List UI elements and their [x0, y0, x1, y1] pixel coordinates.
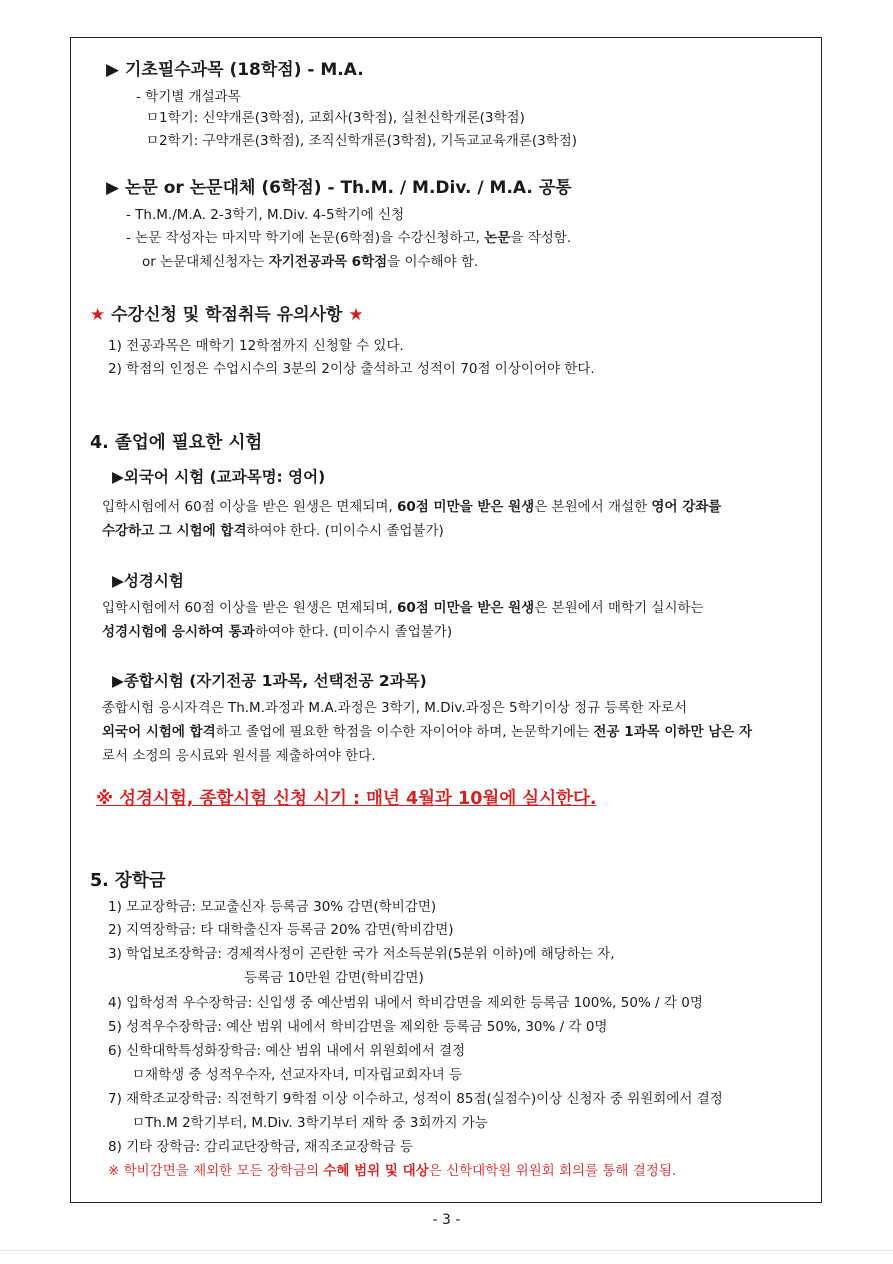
basic-required-sem1: ㅁ1학기: 신약개론(3학점), 교회사(3학점), 실천신학개론(3학점): [146, 110, 525, 126]
comprehensive-exam-l1: 종합시험 응시자격은 Th.M.과정과 M.A.과정은 3학기, M.Div.과정은 5학기이상 정규 등록한 자로서: [102, 700, 687, 716]
thesis-line2: - 논문 작성자는 마지막 학기에 논문(6학점)을 수강신청하고, 논문을 작성함.: [126, 230, 572, 246]
bible-exam-l1: 입학시험에서 60점 이상을 받은 원생은 면제되며, 60점 미만을 받은 원생은 본원에서 매학기 실시하는: [102, 600, 704, 616]
scholarship-item-cont: 등록금 10만원 감면(학비감면): [244, 970, 424, 986]
bible-exam-heading: ▶성경시험: [112, 572, 184, 590]
scholarship-item: 3) 학업보조장학금: 경제적사정이 곤란한 국가 저소득분위(5분위 이하)에 해당하는 자,: [108, 946, 615, 962]
thesis-heading: ▶ 논문 or 논문대체 (6학점) - Th.M. / M.Div. / M.A. 공통: [106, 178, 572, 198]
foreign-exam-l1: 입학시험에서 60점 이상을 받은 원생은 면제되며, 60점 미만을 받은 원생은 본원에서 개설한 영어 강좌를: [102, 499, 722, 515]
scholarship-note: ※ 학비감면을 제외한 모든 장학금의 수혜 범위 및 대상은 신학대학원 위원회 회의를 통해 결정됨.: [108, 1163, 677, 1179]
scholarship-item: 4) 입학성적 우수장학금: 신입생 중 예산범위 내에서 학비감면을 제외한 등록금 100%, 50% / 각 0명: [108, 995, 703, 1011]
star-icon: ★: [90, 305, 106, 325]
notice-item2: 2) 학점의 인정은 수업시수의 3분의 2이상 출석하고 성적이 70점 이상이어야 한다.: [108, 361, 595, 377]
exams-heading: 4. 졸업에 필요한 시험: [90, 433, 263, 453]
thesis-line3: or 논문대체신청자는 자기전공과목 6학점을 이수해야 함.: [142, 254, 479, 270]
scholarship-item: 6) 신학대학특성화장학금: 예산 범위 내에서 위원회에서 결정: [108, 1043, 466, 1059]
bible-exam-l2: 성경시험에 응시하여 통과하여야 한다. (미이수시 졸업불가): [102, 624, 453, 640]
comprehensive-exam-l2: 외국어 시험에 합격하고 졸업에 필요한 학점을 이수한 자이어야 하며, 논문학기에는 전공 1과목 이하만 남은 자: [102, 724, 753, 740]
scholarship-item: 8) 기타 장학금: 감리교단장학금, 재직조교장학금 등: [108, 1139, 413, 1155]
scholarship-item-sub: ㅁTh.M 2학기부터, M.Div. 3학기부터 재학 중 3회까지 가능: [132, 1115, 488, 1131]
scholarship-heading: 5. 장학금: [90, 871, 166, 891]
scholarship-item-sub: ㅁ재학생 중 성적우수자, 선교자자녀, 미자립교회자녀 등: [132, 1067, 462, 1083]
scholarship-item: 1) 모교장학금: 모교출신자 등록금 30% 감면(학비감면): [108, 899, 437, 915]
basic-required-heading: ▶ 기초필수과목 (18학점) - M.A.: [106, 60, 364, 80]
basic-required-sub: - 학기별 개설과목: [136, 89, 241, 105]
bottom-divider: [0, 1250, 893, 1251]
foreign-exam-l2: 수강하고 그 시험에 합격하여야 한다. (미이수시 졸업불가): [102, 523, 444, 539]
notice-heading: ★ 수강신청 및 학점취득 유의사항 ★: [90, 305, 364, 325]
exam-schedule-notice: ※ 성경시험, 종합시험 신청 시기 : 매년 4월과 10월에 실시한다.: [96, 789, 597, 809]
scholarship-item: 7) 재학조교장학금: 직전학기 9학점 이상 이수하고, 성적이 85점(실점수)이상 신청자 중 위원회에서 결정: [108, 1091, 723, 1107]
star-icon: ★: [348, 305, 364, 325]
scholarship-item: 2) 지역장학금: 타 대학출신자 등록금 20% 감면(학비감면): [108, 922, 454, 938]
notice-item1: 1) 전공과목은 매학기 12학점까지 신청할 수 있다.: [108, 338, 404, 354]
basic-required-sem2: ㅁ2학기: 구약개론(3학점), 조직신학개론(3학점), 기독교교육개론(3학점): [146, 133, 578, 149]
scholarship-item: 5) 성적우수장학금: 예산 범위 내에서 학비감면을 제외한 등록금 50%, 30% / 각 0명: [108, 1019, 608, 1035]
thesis-line1: - Th.M./M.A. 2-3학기, M.Div. 4-5학기에 신청: [126, 207, 405, 223]
foreign-exam-heading: ▶외국어 시험 (교과목명: 영어): [112, 468, 326, 486]
page-number: - 3 -: [432, 1212, 461, 1228]
comprehensive-exam-heading: ▶종합시험 (자기전공 1과목, 선택전공 2과목): [112, 672, 427, 690]
comprehensive-exam-l3: 로서 소정의 응시료와 원서를 제출하여야 한다.: [102, 748, 376, 764]
